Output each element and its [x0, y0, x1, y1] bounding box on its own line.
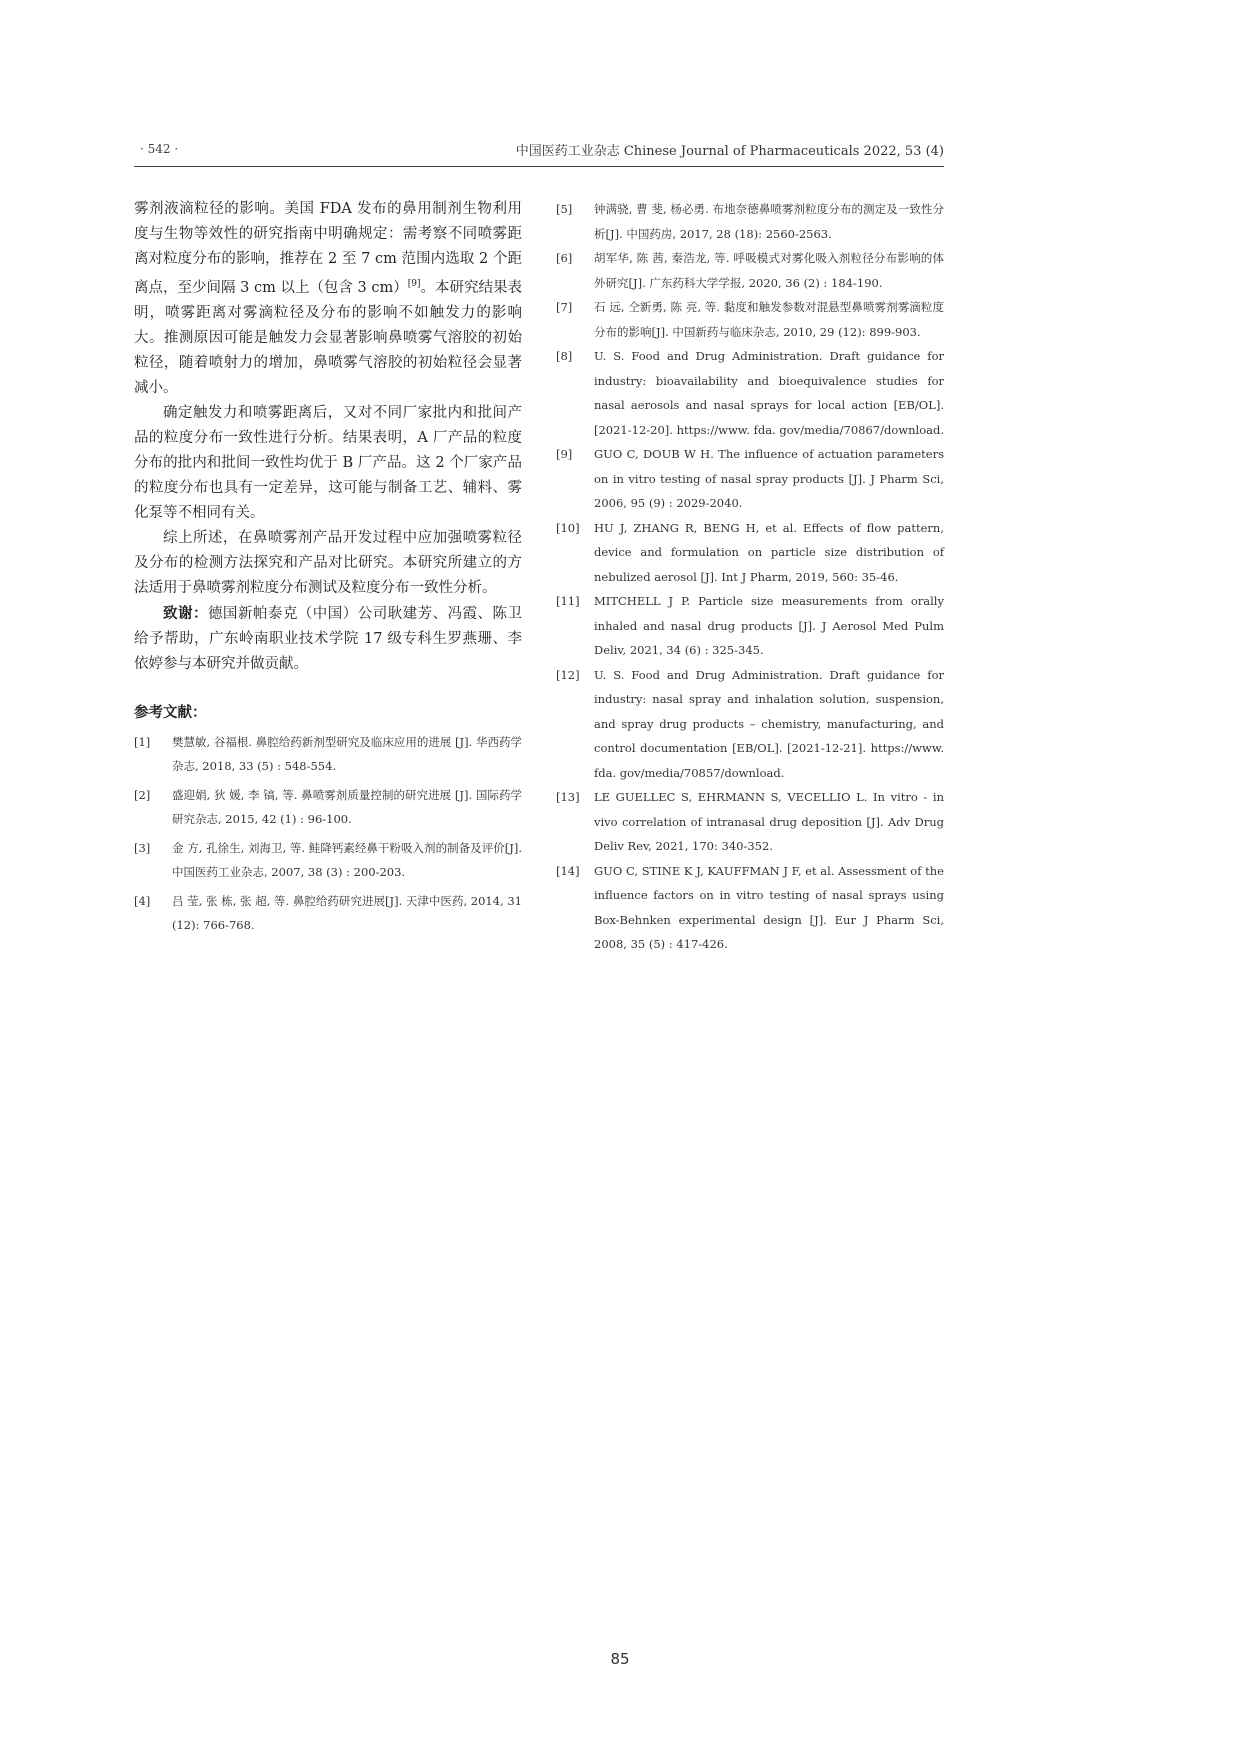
ack-text: 德国新帕泰克（中国）公司耿建芳、冯霞、陈卫给予帮助，广东岭南职业技术学院 17 级专科生罗燕珊、李依婷参与本研究并做贡献。 [134, 605, 523, 672]
reference-item [134, 836, 522, 885]
reference-item [556, 197, 944, 246]
reference-number: [7] [556, 300, 573, 314]
reference-text: GUO C, DOUB W H. The influence of actuation parameters on in vitro testing of nasal spray products [J]. J Pharm Sci, 2006, 95 (9) : 2029-2040. [594, 447, 944, 510]
reference-number: [11] [556, 594, 580, 608]
reference-text: MITCHELL J P. Particle size measurements from orally inhaled and nasal drug products [J]. J Aerosol Med Pulm Deliv, 2021, 34 (6) : 325-345. [594, 594, 944, 657]
reference-number: [14] [556, 863, 580, 878]
reference-number: [12] [556, 667, 580, 682]
reference-item [556, 663, 944, 786]
reference-text: U. S. Food and Drug Administration. Draft guidance for industry: nasal spray and inhalation solution, suspension, and spray drug products – chemistry, manufacturing, and control documentation [EB/OL]. [2021-12-21]. https://www. fda. gov/media/70857/download. [594, 667, 944, 780]
reference-number: [13] [556, 790, 580, 804]
reference-number: [5] [556, 202, 573, 216]
reference-item [556, 246, 944, 295]
reference-list-left [134, 730, 522, 938]
paragraph-text: 雾剂液滴粒径的影响。美国 FDA 发布的鼻用制剂生物利用度与生物等效性的研究指南中明确规定：需考察不同喷雾距离对粒度分布的影响，推荐在 2 至 7 cm 范围内选取 2 个距离点，至少间隔 3 cm 以上（包含 3 cm） [134, 201, 522, 296]
reference-item [556, 295, 944, 344]
reference-number: [9] [556, 447, 573, 461]
reference-text: 石 远, 仝新勇, 陈 亮, 等. 黏度和触发参数对混悬型鼻喷雾剂雾滴粒度分布的影响[J]. 中国新药与临床杂志, 2010, 29 (12): 899-903. [594, 300, 944, 339]
page-header [134, 140, 944, 167]
reference-item [556, 516, 944, 590]
reference-number: [10] [556, 520, 580, 535]
reference-item [134, 730, 522, 779]
reference-item [556, 589, 944, 663]
reference-text: GUO C, STINE K J, KAUFFMAN J F, et al. Assessment of the influence factors on in vitro testing of nasal sprays using Box-Behnken experimental design [J]. Eur J Pharm Sci, 2008, 35 (5) : 417-426. [594, 863, 944, 951]
reference-number: [1] [134, 734, 151, 749]
references-heading: 参考文献： [134, 703, 207, 721]
reference-item [134, 889, 522, 938]
header-page-number: · 542 · [140, 142, 179, 156]
reference-list-right [556, 197, 944, 957]
body-paragraph-3: 综上所述，在鼻喷雾剂产品开发过程中应加强喷雾粒径及分布的检测方法探究和产品对比研究。本研究所建立的方法适用于鼻喷雾剂粒度分布测试及粒度分布一致性分析。 [134, 529, 522, 596]
paragraph-text: 。本研究结果表明，喷雾距离对雾滴粒径及分布的影响不如触发力的影响大。推测原因可能是触发力会显著影响鼻喷雾气溶胶的初始粒径，随着喷射力的增加，鼻喷雾气溶胶的初始粒径会显著减小。 [134, 279, 522, 396]
reference-item [556, 344, 944, 442]
reference-number: [3] [134, 840, 151, 855]
reference-text: 吕 莹, 张 栋, 张 超, 等. 鼻腔给药研究进展[J]. 天津中医药, 2014, 31 (12): 766-768. [172, 893, 522, 933]
citation-sup: [9] [407, 279, 421, 289]
reference-text: 钟满骁, 曹 斐, 杨必勇. 布地奈德鼻喷雾剂粒度分布的测定及一致性分析[J]. 中国药房, 2017, 28 (18): 2560-2563. [594, 202, 944, 241]
reference-text: HU J, ZHANG R, BENG H, et al. Effects of flow pattern, device and formulation on particle size distribution of nebulized aerosol [J]. Int J Pharm, 2019, 560: 35-46. [594, 520, 944, 584]
reference-item [556, 785, 944, 859]
reference-number: [6] [556, 251, 573, 265]
footer-page-number: 85 [610, 1650, 630, 1668]
reference-item [556, 442, 944, 516]
acknowledgement [134, 601, 522, 677]
reference-text: LE GUELLEC S, EHRMANN S, VECELLIO L. In vitro - in vivo correlation of intranasal drug deposition [J]. Adv Drug Deliv Rev, 2021, 170: 340-352. [594, 790, 944, 853]
journal-title: 中国医药工业杂志 Chinese Journal of Pharmaceuticals 2022, 53 (4) [515, 144, 944, 159]
reference-text: 盛迎娟, 狄 媛, 李 镐, 等. 鼻喷雾剂质量控制的研究进展 [J]. 国际药学研究杂志, 2015, 42 (1) : 96-100. [172, 787, 522, 827]
reference-text: 胡军华, 陈 茜, 秦浩龙, 等. 呼吸模式对雾化吸入剂粒径分布影响的体外研究[J]. 广东药科大学学报, 2020, 36 (2) : 184-190. [594, 251, 944, 290]
reference-number: [4] [134, 893, 151, 908]
body-paragraph-2: 确定触发力和喷雾距离后，又对不同厂家批内和批间产品的粒度分布一致性进行分析。结果表明，A 厂产品的粒度分布的批内和批间一致性均优于 B 厂产品。这 2 个厂家产品的粒度分布也具有一定差异，这可能与制备工艺、辅料、雾化泵等不相同有关。 [134, 404, 522, 521]
reference-number: [2] [134, 787, 151, 802]
reference-item [556, 859, 944, 957]
right-column [556, 197, 944, 957]
body-paragraph-1 [134, 197, 522, 401]
ack-title: 致谢： [163, 604, 208, 622]
reference-text: U. S. Food and Drug Administration. Draft guidance for industry: bioavailability and bioequivalence studies for nasal aerosols and nasal sprays for local action [EB/OL]. [2021-12-20]. https://www. fda. gov/media/70867/download. [594, 349, 944, 437]
left-column [134, 197, 522, 942]
reference-text: 金 方, 孔徐生, 刘海卫, 等. 鲑降钙素经鼻干粉吸入剂的制备及评价[J]. 中国医药工业杂志, 2007, 38 (3) : 200-203. [172, 840, 522, 880]
reference-number: [8] [556, 349, 573, 363]
reference-text: 樊慧敏, 谷福根. 鼻腔给药新剂型研究及临床应用的进展 [J]. 华西药学杂志, 2018, 33 (5) : 548-554. [172, 734, 522, 774]
reference-item [134, 783, 522, 832]
